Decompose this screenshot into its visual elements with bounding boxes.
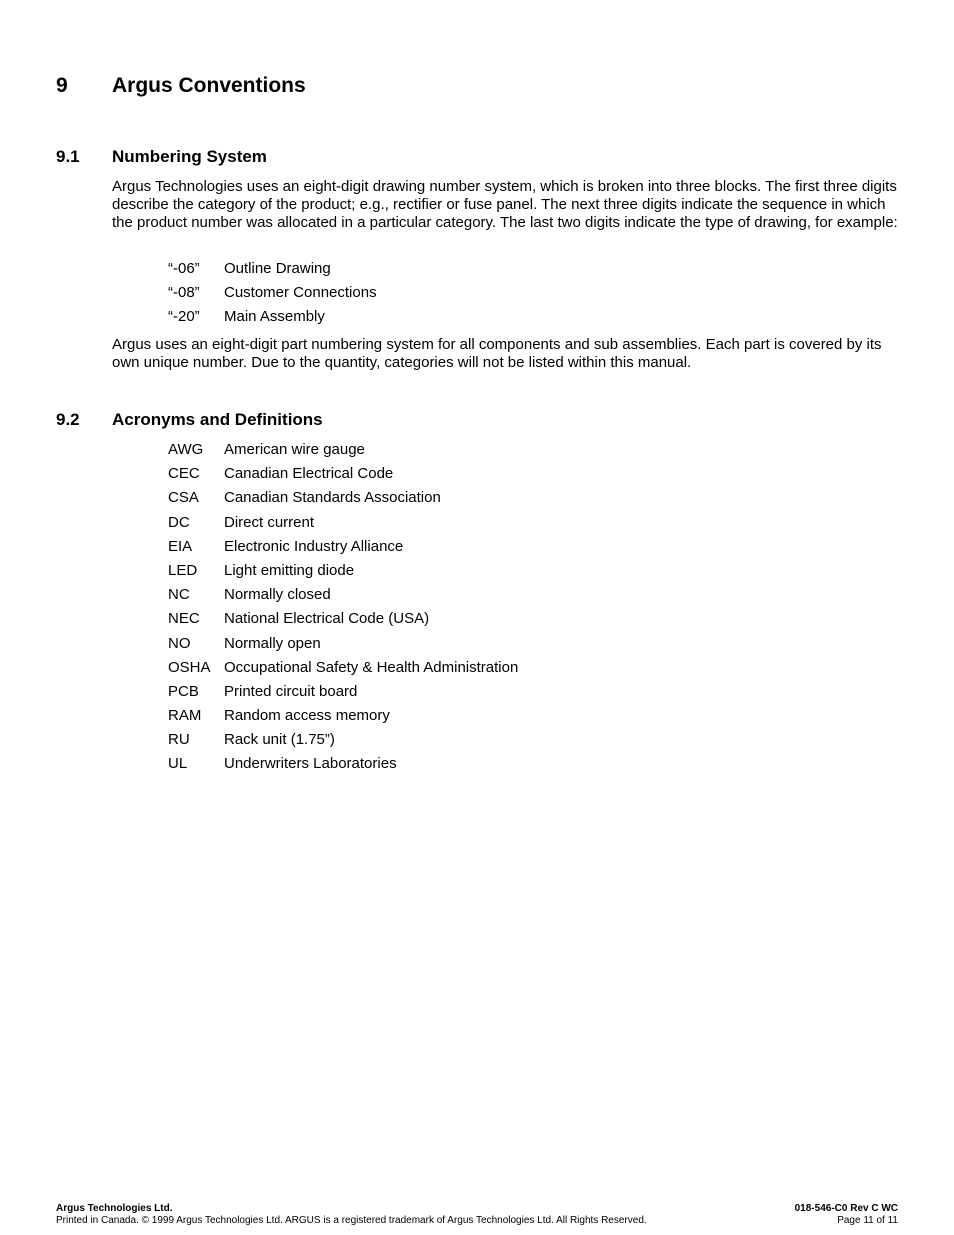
acronym-definition: Electronic Industry Alliance [224,537,404,555]
chapter-title: Argus Conventions [112,74,306,97]
drawing-code: “-20” [168,308,200,326]
list-item [168,538,518,562]
footer-page-number: Page 11 of 11 [837,1215,898,1226]
drawing-type: Main Assembly [224,308,325,326]
acronym-term: UL [168,755,188,773]
chapter-heading [56,74,306,98]
list-item [168,731,518,755]
list-item [168,562,518,586]
list-item [168,514,518,538]
drawing-code: “-06” [168,260,200,277]
acronym-term: AWG [168,441,204,458]
drawing-code: “-08” [168,284,200,302]
acronym-term: PCB [168,682,199,700]
list-item [168,635,518,659]
list-item [168,465,518,489]
acronym-term: DC [168,513,190,531]
acronym-term: OSHA [168,658,211,676]
list-item [168,441,518,465]
acronym-term: RU [168,731,190,749]
list-item [168,683,518,707]
section-title: Acronyms and Definitions [112,410,323,429]
acronym-term: LED [168,561,198,579]
acronym-definition: Direct current [224,513,315,531]
acronym-definition: Underwriters Laboratories [224,755,397,773]
acronym-definition: American wire gauge [224,441,365,458]
acronym-definition: Rack unit (1.75”) [224,731,335,749]
numbering-paragraph-1: Argus Technologies uses an eight-digit drawing number system, which is broken into three blocks. The first three digits describe the category of the product; e.g., rectifier or fuse panel. The next three digits indicate the sequence in which the product number was allocated in a particular category. The last two digits indicate the type of drawing, for example: [112,178,898,231]
acronym-definition: Printed circuit board [224,682,358,700]
numbering-paragraph-2: Argus uses an eight-digit part numbering system for all components and sub assemblies. Each part is covered by its own unique number. Due to the quantity, categories will not be listed within this manual. [112,336,882,371]
acronym-definition: National Electrical Code (USA) [224,610,430,628]
section-heading-numbering [56,147,267,167]
acronym-definition: Random access memory [224,707,390,725]
acronym-term: CSA [168,489,199,507]
list-item [168,755,518,779]
section-number: 9.2 [56,410,80,429]
acronym-definition: Occupational Safety & Health Administration [224,658,519,676]
page-footer [56,1203,898,1227]
acronym-list [168,441,518,780]
acronym-term: CEC [168,465,200,483]
list-item [168,586,518,610]
footer-doc-number: 018-546-C0 Rev C WC [794,1203,898,1214]
drawing-type: Customer Connections [224,284,377,302]
acronym-definition: Canadian Electrical Code [224,465,394,483]
drawing-type: Outline Drawing [224,260,331,277]
list-item [168,260,377,284]
section-title: Numbering System [112,147,267,166]
acronym-definition: Light emitting diode [224,561,355,579]
section-number: 9.1 [56,147,80,166]
list-item [168,308,377,332]
chapter-number: 9 [56,74,68,97]
footer-copyright: Printed in Canada. © 1999 Argus Technologies Ltd. ARGUS is a registered trademark of Argus Technologies Ltd. All Rights Reserved. [56,1215,647,1226]
list-item [168,284,377,308]
section-heading-acronyms [56,410,323,430]
list-item [168,610,518,634]
acronym-definition: Normally closed [224,586,331,604]
acronym-definition: Normally open [224,634,321,652]
acronym-definition: Canadian Standards Association [224,489,441,507]
acronym-term: EIA [168,537,193,555]
list-item [168,707,518,731]
list-item [168,659,518,683]
acronym-term: NC [168,586,190,604]
footer-company: Argus Technologies Ltd. [56,1203,173,1214]
acronym-term: NO [168,634,191,652]
drawing-type-list [168,260,377,333]
list-item [168,489,518,513]
acronym-term: NEC [168,610,200,628]
acronym-term: RAM [168,707,202,725]
